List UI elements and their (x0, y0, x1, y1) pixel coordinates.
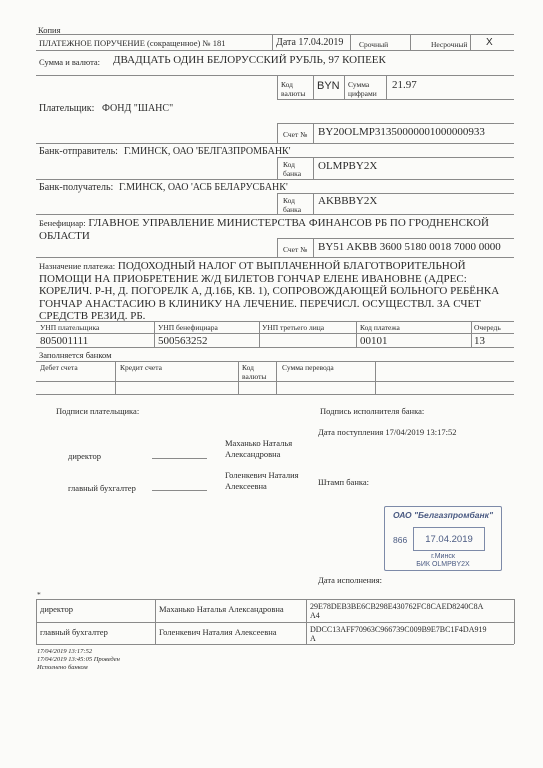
rule (277, 75, 278, 99)
director-name-line2: Александровна (225, 449, 281, 459)
queue-value: 13 (474, 335, 485, 347)
rule (313, 157, 314, 179)
rule (259, 321, 260, 347)
rule (272, 34, 273, 50)
director-label: директор (68, 451, 102, 461)
received-date: Дата поступления 17/04/2019 13:17:52 (318, 427, 457, 437)
copy-label: Копия (38, 25, 61, 35)
purpose-block (39, 260, 513, 323)
ecp-row-role: главный бухгалтер (40, 627, 108, 637)
payment-code-label: Код платежа (360, 323, 400, 332)
ecp-row-hash-line1: 29E78DEB3BE6CB298E430762FC8CAED8240C8A (310, 602, 484, 611)
rule (386, 75, 387, 99)
currency-value: BYN (317, 80, 340, 92)
footer-line3: Исполнено банком (37, 664, 88, 671)
not-urgent-label: Несрочный (431, 40, 468, 49)
document-title: ПЛАТЕЖНОЕ ПОРУЧЕНИЕ (сокращенное) № 181 (39, 38, 226, 48)
stamp-number: 866 (393, 535, 408, 545)
rule (375, 361, 376, 394)
stamp-date-box (413, 527, 485, 551)
stamp-bic: БИК OLMPBY2X (416, 561, 470, 568)
bank-stamp (384, 506, 502, 571)
accountant-name-line2: Алексеевна (225, 481, 267, 491)
beneficiary-label: Бенефициар: (39, 218, 86, 228)
receiver-bank-label: Банк-получатель: (39, 182, 114, 193)
payer-signatures-label: Подписи плательщика: (56, 406, 140, 416)
execution-date-label: Дата исполнения: (318, 575, 383, 585)
accountant-name-line1: Голенкевич Наталия (225, 470, 299, 480)
rule (36, 644, 514, 645)
bank-signature-label: Подпись исполнителя банка: (320, 406, 425, 416)
rule (36, 50, 514, 51)
amount-value: 21.97 (392, 79, 417, 91)
rule (36, 34, 514, 35)
payer-account-label: Счет № (283, 130, 308, 139)
rule (36, 381, 514, 382)
unp-beneficiary: 500563252 (158, 335, 208, 347)
debit-label: Дебет счета (40, 363, 78, 372)
transfer-amount-label: Сумма перевода (282, 363, 334, 372)
payer-label: Плательщик: (39, 103, 95, 114)
rule (277, 99, 514, 100)
payer-name: ФОНД "ШАНС" (102, 103, 174, 114)
beneficiary-account: BY51 AKBB 3600 5180 0018 7000 0000 (318, 241, 501, 253)
purpose-text: ПОДОХОДНЫЙ НАЛОГ ОТ ВЫПЛАЧЕННОЙ БЛАГОТВОРИТЕЛЬНОЙ ПОМОЩИ НА ПРИОБРЕТЕНИЕ Ж/Д БИЛЕТОВ ГОНЧАР ЕЛЕНЕ ИВАНОВНЕ (АДРЕС: КОРЕЛИЧ. Р-Н, Д. ПОГОРЕЛК А, Д.16Б, КВ. 1), СОПРОВОЖДАЮЩЕЙ БОЛЬНОГО РЕБЁНКА ГОНЧАР АНАСТАСИЮ В КЛИНИКУ НА ЛЕЧЕНИЕ. ПЕРЕЧИСЛ. ОСУЩЕСТВЛ. ЗА СЧЕТ СРЕДСТВ РЕЗИД. РБ. (39, 260, 500, 322)
beneficiary-block (39, 217, 513, 243)
ecp-row-name: Маханько Наталья Александровна (159, 604, 284, 614)
rule (470, 34, 471, 50)
unp-beneficiary-label: УНП бенефициара (158, 323, 218, 332)
receiver-bank: Г.МИНСК, ОАО 'АСБ БЕЛАРУСБАНК' (119, 182, 288, 193)
beneficiary-name: ГЛАВНОЕ УПРАВЛЕНИЕ МИНИСТЕРСТВА ФИНАНСОВ РБ ПО ГРОДНЕНСКОЙ ОБЛАСТИ (39, 217, 489, 242)
purpose-label: Назначение платежа: (39, 261, 116, 271)
rule (36, 75, 514, 76)
rule (277, 123, 278, 143)
bank-fill-label: Заполняется банком (39, 350, 112, 360)
footer-line2: 17/04/2019 13:45:05 Проведен (37, 656, 120, 663)
rule (36, 321, 514, 322)
amount-in-words: ДВАДЦАТЬ ОДИН БЕЛОРУССКИЙ РУБЛЬ, 97 КОПЕЕК (113, 54, 386, 66)
accountant-signature-line (152, 490, 207, 491)
asterisk: * (37, 590, 41, 599)
bank-stamp-label: Штамп банка: (318, 477, 369, 487)
footer-line1: 17/04/2019 13:17:52 (37, 648, 93, 655)
amount-label: Сумма и валюта: (39, 57, 101, 67)
rule (277, 157, 278, 179)
director-signature-line (152, 458, 207, 459)
rule (313, 238, 314, 257)
rule (36, 179, 514, 180)
unp-payer: 805001111 (40, 335, 89, 347)
rule (313, 75, 314, 99)
unp-third-label: УНП третьего лица (262, 323, 325, 332)
rule (154, 321, 155, 347)
rule (36, 347, 514, 348)
receiver-bank-code: AKBBBY2X (318, 195, 378, 207)
payer-account: BY20OLMP31350000001000000933 (318, 126, 485, 138)
ecp-row-hash-line1: DDCC13AFF70963C966739C009B9E7BC1F4DA919 (310, 625, 487, 634)
stamp-bank-name: ОАО "Белгазпромбанк" (393, 510, 493, 520)
rule (313, 123, 314, 143)
currency-code-label: Код валюты (281, 80, 306, 98)
receiver-bank-code-label: Код банка (283, 196, 302, 214)
document-date: Дата 17.04.2019 (276, 37, 344, 48)
ecp-row-role: директор (40, 604, 74, 614)
rule (115, 361, 116, 394)
rule (514, 599, 515, 644)
director-name-line1: Маханько Наталья (225, 438, 293, 448)
rule (277, 193, 278, 214)
ecp-row-name: Голенкевич Наталия Алексеевна (159, 627, 277, 637)
rule (356, 321, 357, 347)
urgent-label: Срочный (359, 40, 389, 49)
rule (277, 238, 278, 257)
rule (36, 257, 514, 258)
amount-digits-label: Сумма цифрами (348, 80, 377, 98)
queue-label: Очередь (474, 323, 501, 332)
credit-label: Кредит счета (120, 363, 162, 372)
rule (471, 321, 472, 347)
payment-code: 00101 (360, 335, 388, 347)
rule (276, 361, 277, 394)
rule (36, 214, 514, 215)
rule (36, 599, 514, 600)
rule (344, 75, 345, 99)
rule (410, 34, 411, 50)
rule (313, 193, 314, 214)
rule (36, 333, 514, 334)
rule (36, 394, 514, 395)
unp-payer-label: УНП плательщика (40, 323, 100, 332)
sender-bank-code: OLMPBY2X (318, 160, 378, 172)
bank-currency-code-label: Код валюты (242, 363, 267, 381)
sender-bank-label: Банк-отправитель: (39, 146, 118, 157)
stamp-date: 17.04.2019 (425, 534, 473, 545)
rule (36, 143, 514, 144)
sender-bank: Г.МИНСК, ОАО 'БЕЛГАЗПРОМБАНК' (124, 146, 291, 157)
ecp-row-hash-line2: A (310, 634, 316, 643)
stamp-city: г.Минск (431, 553, 455, 560)
ecp-row-hash-line2: A4 (310, 611, 320, 620)
rule (350, 34, 351, 50)
rule (36, 361, 514, 362)
sender-bank-code-label: Код банка (283, 160, 302, 178)
rule (238, 361, 239, 394)
accountant-label: главный бухгалтер (68, 483, 136, 493)
not-urgent-mark: X (486, 37, 493, 48)
rule (36, 622, 514, 623)
beneficiary-account-label: Счет № (283, 245, 308, 254)
